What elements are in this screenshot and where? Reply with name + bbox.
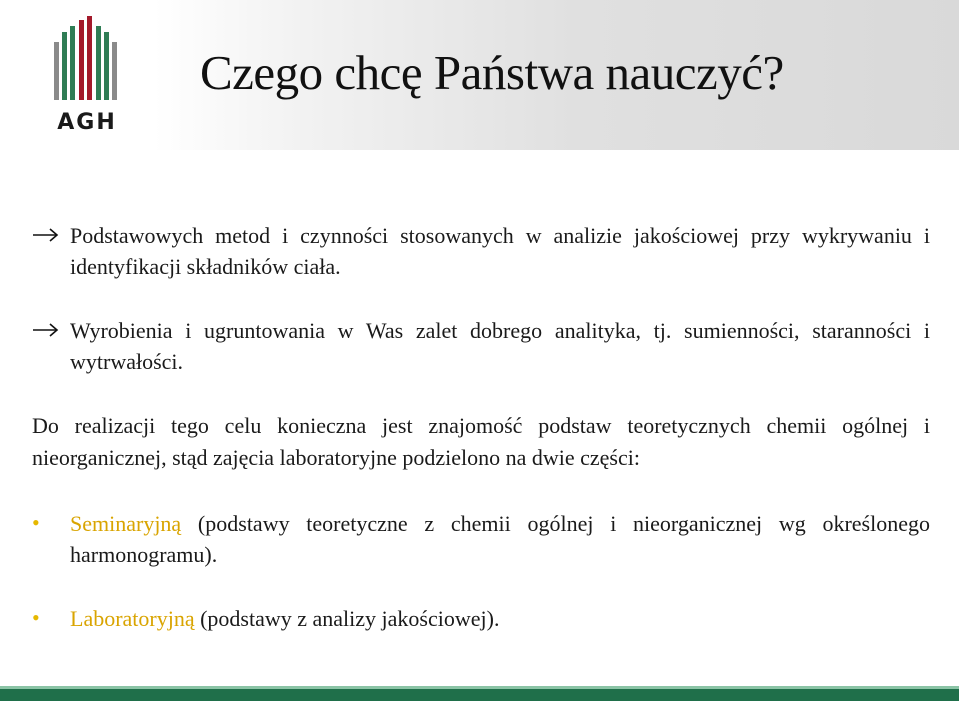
footer-bar [0, 689, 959, 701]
bullet-highlight: Seminaryjną [70, 511, 182, 536]
agh-logo-icon [52, 12, 122, 110]
agh-logo [52, 12, 122, 137]
arrow-item-text: Wyrobienia i ugruntowania w Was zalet dobrego analityka, tj. sumienności, staranności i wytrwałości. [70, 318, 930, 374]
bullet-dot-icon: • [32, 510, 40, 535]
intro-paragraph: Do realizacji tego celu konieczna jest znajomość podstaw teoretycznych chemii ogólnej i nieorganicznej, stąd zajęcia laboratoryjne podzielono na dwie części: [32, 413, 930, 470]
page-title: Czego chcę Państwa nauczyć? [200, 45, 784, 100]
bullet-dot-icon: • [32, 605, 40, 630]
bullet-item-text [70, 603, 930, 634]
slide-header [0, 0, 959, 150]
arrow-right-icon [32, 317, 62, 343]
arrow-item-text: Podstawowych metod i czynności stosowanych w analizie jakościowej przy wykrywaniu i identyfikacji składników ciała. [70, 223, 930, 279]
bullet-rest: (podstawy teoretyczne z chemii ogólnej i nieorganicznej wg określonego harmonogramu). [70, 511, 930, 567]
bullet-highlight: Laboratoryjną [70, 606, 195, 631]
agh-logo-text: AGH [57, 110, 117, 135]
arrow-right-icon [32, 222, 62, 248]
bullet-rest: (podstawy z analizy jakościowej). [194, 606, 500, 631]
bullet-item-text [70, 508, 930, 570]
